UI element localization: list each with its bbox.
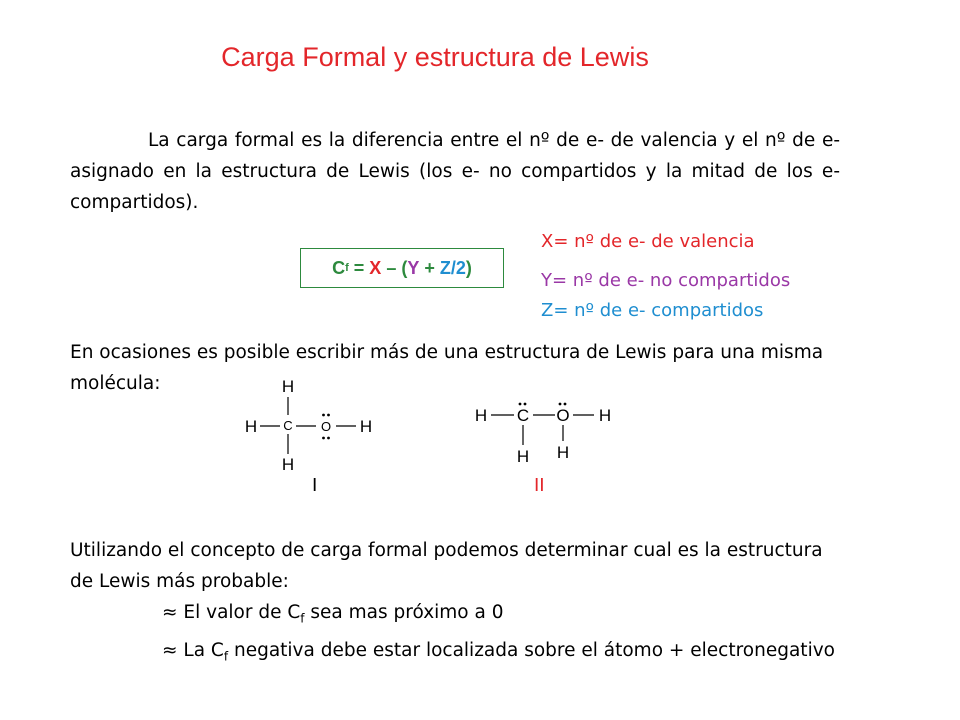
structure-ii-o: O: [556, 406, 570, 425]
formal-charge-formula: [300, 248, 504, 288]
lone-pair-dot: [327, 437, 330, 440]
formula-minus: – (: [381, 257, 408, 278]
structure-label-ii: II: [534, 475, 545, 496]
formula-x: X: [369, 257, 382, 278]
lone-pair-dot: [322, 437, 325, 440]
structure-ii-h-right: H: [598, 406, 612, 425]
structure-ii-h-o-bottom: H: [556, 443, 570, 462]
structure-i-h-bottom: H: [281, 455, 295, 474]
intro-paragraph: [70, 125, 840, 218]
lone-pair-dot: [519, 403, 522, 406]
criterion-1-text: El valor de C: [183, 602, 301, 623]
criteria-paragraph: [70, 535, 840, 672]
formula-equals: =: [348, 257, 370, 278]
structure-i-o: O: [320, 419, 332, 434]
structure-i-c: C: [283, 418, 293, 433]
bullet-symbol: ≈: [162, 602, 178, 623]
structure-ii-h-left: H: [474, 406, 488, 425]
lewis-structure-i: [230, 372, 390, 482]
formula-y: Y: [407, 257, 420, 278]
intro-text: La carga formal es la diferencia entre el nº de e- de valencia y el nº de e- asignado en la estructura de Lewis (los e- no compartidos y la mitad de los e- compartidos).: [70, 130, 840, 213]
lone-pair-dot: [327, 414, 330, 417]
lone-pair-dot: [322, 414, 325, 417]
formula-close: ): [465, 257, 472, 278]
lone-pair-dot: [524, 403, 527, 406]
multiple-structures-paragraph: En ocasiones es posible escribir más de una estructura de Lewis para una misma molécula:: [70, 342, 824, 394]
criteria-intro: Utilizando el concepto de carga formal podemos determinar cual es la estructura de Lewis más probable:: [70, 540, 823, 592]
criterion-1-rest: sea mas próximo a 0: [304, 602, 504, 623]
structure-label-i: I: [312, 475, 318, 496]
definition-z: Z= nº de e- compartidos: [541, 300, 764, 321]
bullet-symbol: ≈: [162, 639, 178, 661]
criterion-2: [183, 639, 835, 664]
formula-cf: C: [332, 257, 346, 278]
lone-pair-dot: [559, 403, 562, 406]
criterion-2-sub: f: [223, 649, 229, 664]
lone-pair-dot: [564, 403, 567, 406]
criterion-1: [183, 602, 504, 626]
criterion-2-rest: negativa debe estar localizada sobre el átomo + electronegativo: [228, 639, 835, 661]
criterion-2-text: La C: [183, 639, 224, 661]
structure-i-h-left: H: [244, 417, 258, 436]
formula-plus: +: [419, 257, 440, 278]
lewis-structure-ii: [466, 396, 626, 468]
page-title: Carga Formal y estructura de Lewis: [221, 42, 649, 72]
formula-cf-sub: f: [345, 262, 349, 274]
structure-i-h-right: H: [359, 417, 373, 436]
formula-z: Z/2: [439, 257, 466, 278]
structure-i-h-top: H: [281, 377, 295, 396]
structure-ii-c: C: [516, 406, 530, 425]
criterion-1-sub: f: [300, 611, 305, 626]
definition-x: X= nº de e- de valencia: [541, 231, 755, 252]
structure-ii-h-c-bottom: H: [516, 447, 530, 466]
definition-y: Y= nº de e- no compartidos: [541, 270, 791, 291]
